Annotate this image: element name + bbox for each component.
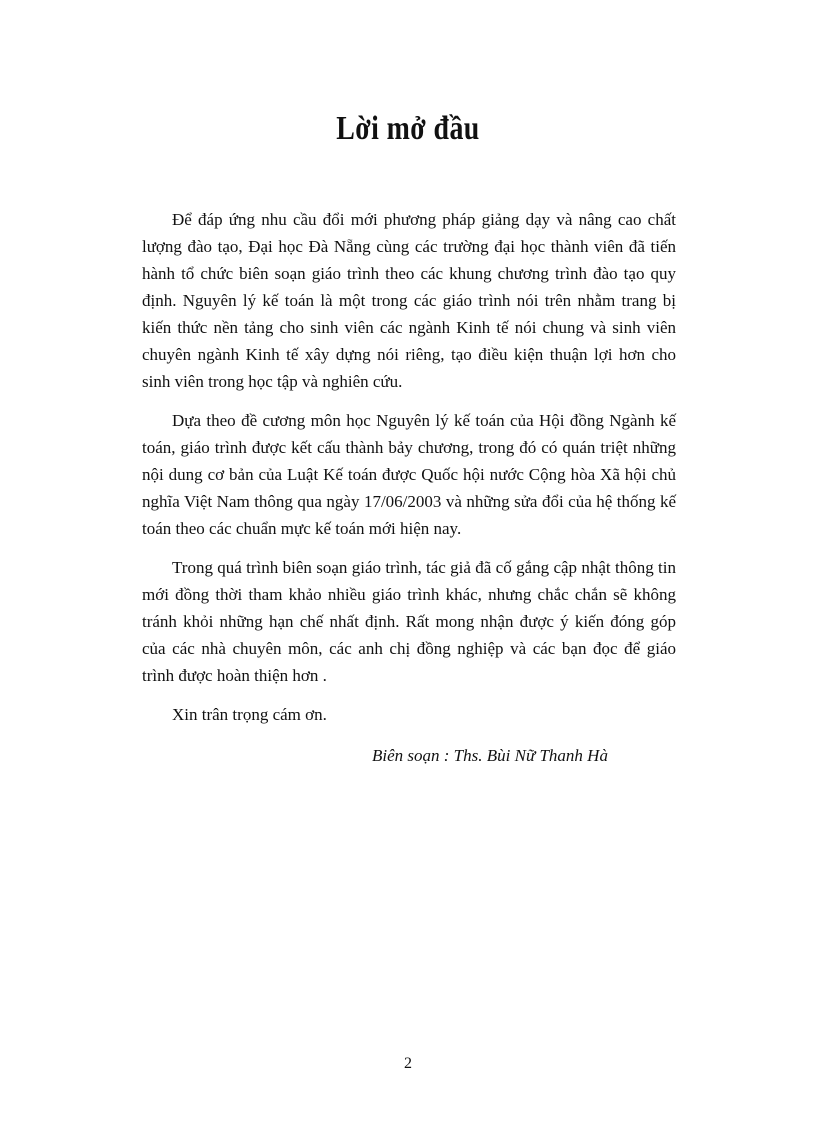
paragraph-1: Để đáp ứng nhu cầu đổi mới phương pháp giảng dạy và nâng cao chất lượng đào tạo, Đại học Đà Nẵng cùng các trường đại học thành viên đã tiến hành tổ chức biên soạn giáo trình theo các khung chương trình đào tạo quy định. Nguyên lý kế toán là một trong các giáo trình nói trên nhằm trang bị kiến thức nền tảng cho sinh viên các ngành Kinh tế nói chung và sinh viên chuyên ngành Kinh tế xây dựng nói riêng, tạo điều kiện thuận lợi hơn cho sinh viên trong học tập và nghiên cứu. [142, 210, 676, 391]
paragraph-2: Dựa theo đề cương môn học Nguyên lý kế toán của Hội đồng Ngành kế toán, giáo trình được kết cấu thành bảy chương, trong đó có quán triệt những nội dung cơ bản của Luật Kế toán được Quốc hội nước Cộng hòa Xã hội chủ nghĩa Việt Nam thông qua ngày 17/06/2003 và những sửa đổi của hệ thống kế toán theo các chuẩn mực kế toán mới hiện nay. [142, 411, 676, 538]
page-title: Lời mở đầu [336, 110, 480, 147]
page-number: 2 [404, 1055, 412, 1072]
paragraph-3: Trong quá trình biên soạn giáo trình, tác giả đã cố gắng cập nhật thông tin mới đồng thời tham khảo nhiều giáo trình khác, nhưng chắc chắn sẽ không tránh khỏi những hạn chế nhất định. Rất mong nhận được ý kiến đóng góp của các nhà chuyên môn, các anh chị đồng nghiệp và các bạn đọc để giáo trình được hoàn thiện hơn . [142, 558, 676, 685]
author-signature: Biên soạn : Ths. Bùi Nữ Thanh Hà [372, 746, 608, 765]
closing-line: Xin trân trọng cám ơn. [172, 705, 327, 724]
preface-body [142, 206, 676, 740]
